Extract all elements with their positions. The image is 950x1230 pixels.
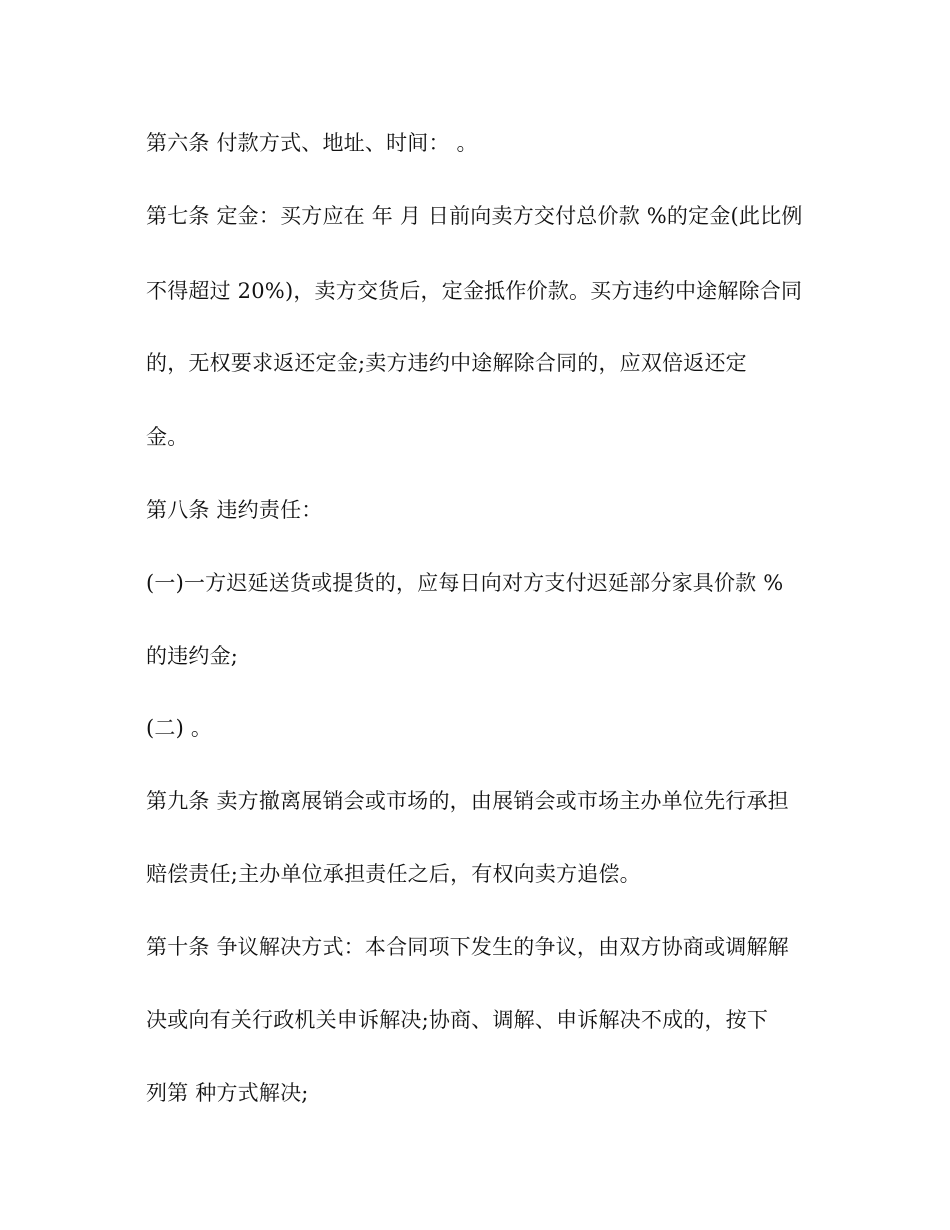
text-line: 金。	[146, 425, 189, 449]
text-line-article-10: 第十条 争议解决方式：本合同项下发生的争议，由双方协商或调解解	[146, 935, 789, 959]
text-line-article-6: 第六条 付款方式、地址、时间： 。	[146, 131, 478, 155]
text-line-article-7: 第七条 定金：买方应在 年 月 日前向卖方交付总价款 %的定金(此比例	[146, 204, 803, 228]
text-line: 的违约金;	[146, 644, 239, 668]
text-line-article-9: 第九条 卖方撤离展销会或市场的，由展销会或市场主办单位先行承担	[146, 789, 789, 813]
text-line: 赔偿责任;主办单位承担责任之后，有权向卖方追偿。	[146, 862, 641, 886]
text-line: 决或向有关行政机关申诉解决;协商、调解、申诉解决不成的，按下	[146, 1008, 769, 1032]
text-line-clause-1: (一)一方迟延送货或提货的，应每日向对方支付迟延部分家具价款 %	[146, 571, 784, 595]
text-line: 列第 种方式解决;	[146, 1081, 309, 1105]
text-line: 不得超过 20%)，卖方交货后，定金抵作价款。买方违约中途解除合同	[146, 279, 803, 303]
text-line-article-8: 第八条 违约责任：	[146, 498, 323, 522]
text-line: 的，无权要求返还定金;卖方违约中途解除合同的，应双倍返还定	[146, 351, 747, 375]
text-line-clause-2: (二) 。	[146, 716, 213, 740]
